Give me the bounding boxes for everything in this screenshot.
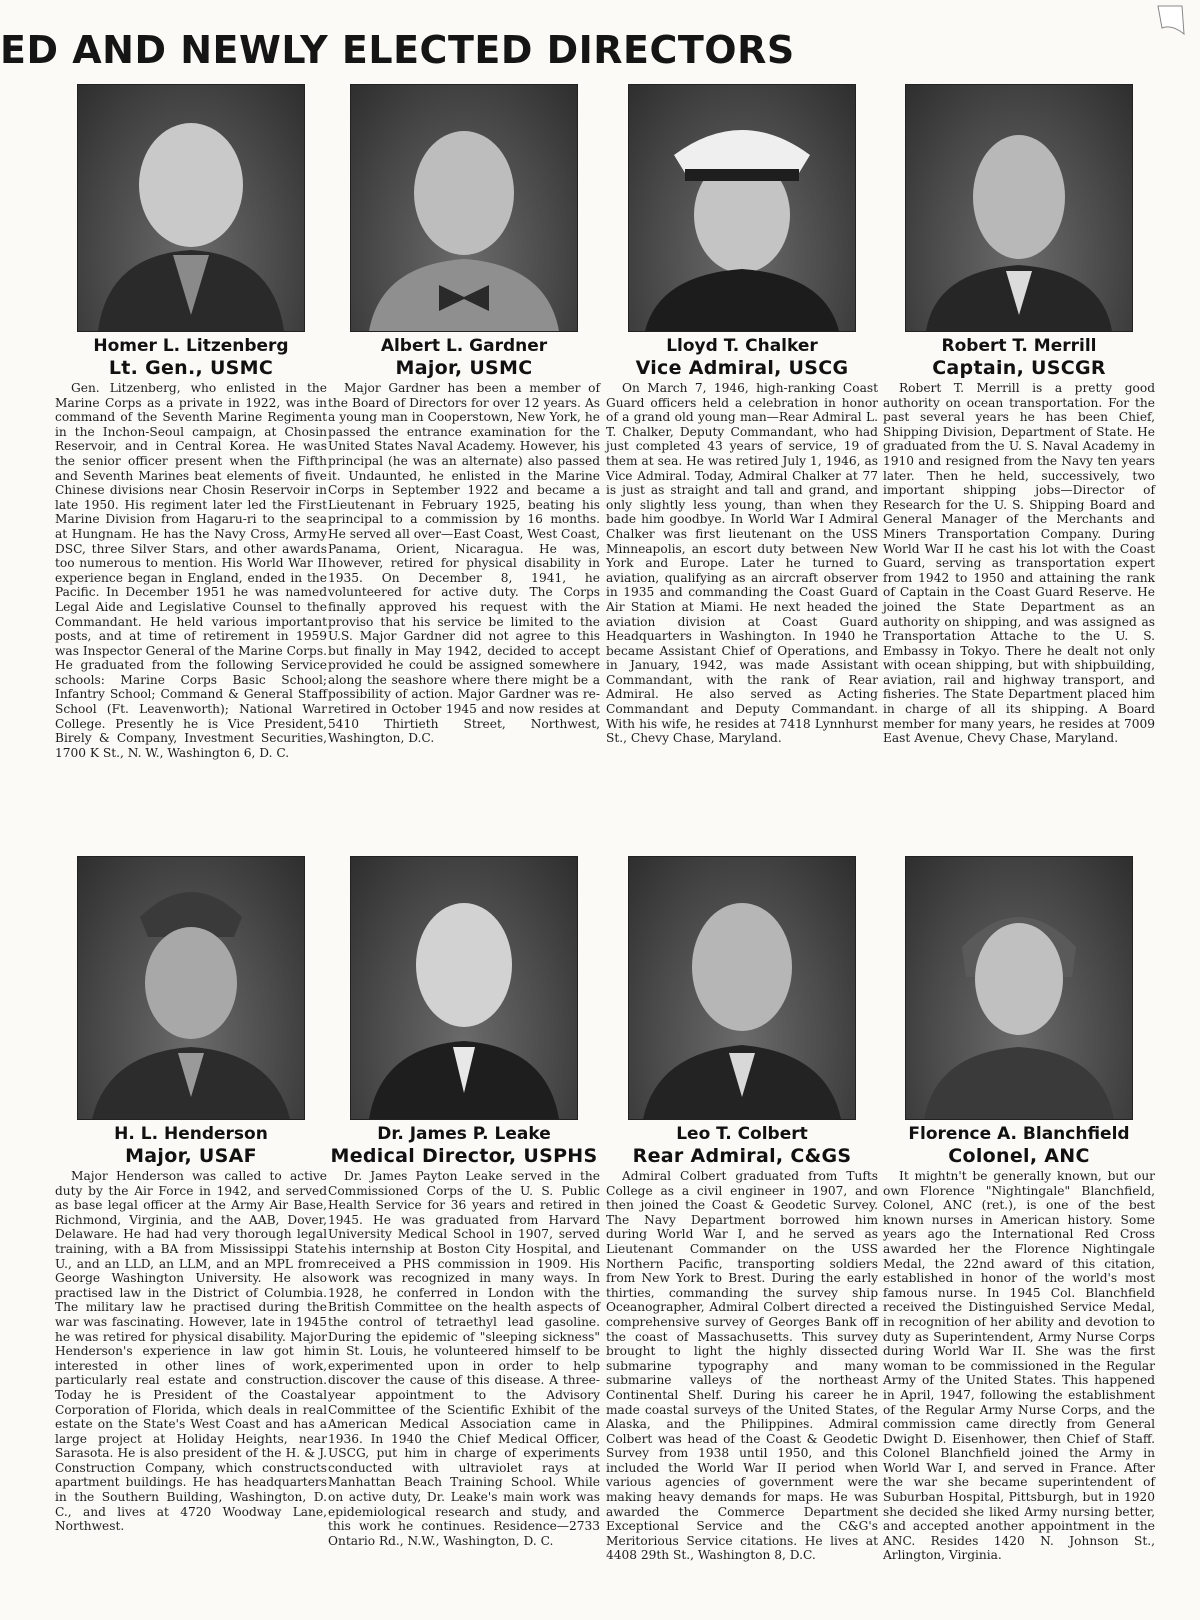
director-name: Leo T. Colbert (676, 1124, 808, 1144)
portrait-photo (77, 856, 305, 1120)
director-name: Lloyd T. Chalker (666, 336, 818, 356)
director-name: Robert T. Merrill (941, 336, 1097, 356)
portrait-figure-icon (629, 857, 855, 1119)
director-bio: Gen. Litzenberg, who enlisted in the Marine Corps as a private in 1922, was in command of the Seventh Marine Regiment in the Inchon-Seoul campaign, at Chosin Reservoir, and in Central Korea. He was the senior officer present when the Fifth and Seventh Marines beat elements of five Chinese divisions near Chosin Reservoir in late 1950. His regiment later led the First Marine Division from Hagaru-ri to the sea at Hungnam. He has the Navy Cross, Army DSC, three Silver Stars, and other awards too numerous to mention. His World War II experience began in England, ended in the Pacific. In December 1951 he was named Legal Aide and Legislative Counsel to the Commandant. He held various important posts, and at time of retirement in 1959 was Inspector General of the Marine Corps. He graduated from the following Service schools: Marine Corps Basic School; Infantry School; Command & General Staff School (Ft. Leavenworth); National War College. Presently he is Vice President, Birely & Company, Investment Securities, 1700 K St., N. W., Washington 6, D. C. (55, 381, 327, 760)
director-name: Florence A. Blanchfield (908, 1124, 1130, 1144)
portrait-photo (77, 84, 305, 332)
director-card-blanchfield (883, 856, 1155, 1563)
director-name: H. L. Henderson (114, 1124, 268, 1144)
director-bio: Major Henderson was called to active duty by the Air Force in 1942, and served as base legal officer at the Army Air Base, Richmond, Virginia, and the AAB, Dover, Delaware. He had had very thorough legal training, with a BA from Mississippi State U., and an LLD, an LLM, and an MPL from George Washington University. He also practised law in the District of Columbia. The military law he practised during the war was fascinating. However, late in 1945 he was retired for physical disability. Major Henderson's experience in law got him interested in other lines of work, particularly real estate and construction. Today he is President of the Coastal Corporation of Florida, which deals in real estate on the State's West Coast and has a large project at Holiday Heights, near Sarasota. He is also president of the H. & J. Construction Company, which constructs apartment buildings. He has headquarters in the Southern Building, Washington, D. C., and lives at 4720 Woodway Lane, Northwest. (55, 1169, 327, 1534)
director-name: Dr. James P. Leake (377, 1124, 551, 1144)
director-rank: Major, USAF (125, 1145, 257, 1167)
director-bio: It mightn't be generally known, but our own Florence "Nightingale" Blanchfield, Colonel, ANC (ret.), is one of the best known nurses in American history. Some years ago the International Red Cross awarded her the Florence Nightingale Medal, the 22nd award of this citation, established in honor of the world's most famous nurse. In 1945 Col. Blanchfield received the Distinguished Service Medal, in recognition of her ability and devotion to duty as Superintendent, Army Nurse Corps during World War II. She was the first woman to be commissioned in the Regular Army of the United States. This happened in April, 1947, following the establishment of the Regular Army Nurse Corps, and the commission came directly from General Dwight D. Eisenhower, then Chief of Staff. Colonel Blanchfield joined the Army in World War I, and served in France. After the war she became superintendent of Suburban Hospital, Pittsburgh, but in 1920 she decided she liked Army nursing better, and accepted another appointment in the ANC. Resides 1420 N. Johnson St., Arlington, Virginia. (883, 1169, 1155, 1563)
portrait-figure-icon (906, 85, 1132, 331)
director-rank: Captain, USCGR (932, 357, 1106, 379)
director-bio: On March 7, 1946, high-ranking Coast Guard officers held a celebration in honor of a grand old young man—Rear Admiral L. T. Chalker, Deputy Commandant, who had just completed 43 years of service, 19 of them at sea. He was retired July 1, 1946, as Vice Admiral. Today, Admiral Chalker at 77 is just as straight and tall and grand, and only slightly less young, than when they bade him goodbye. In World War I Admiral Chalker was first lieutenant on the USS Minneapolis, an escort duty between New York and Europe. Later he turned to aviation, qualifying as an aircraft observer in 1935 and commanding the Coast Guard Air Station at Miami. He next headed the aviation division at Coast Guard Headquarters in Washington. In 1940 he became Assistant Chief of Operations, and in January, 1942, was made Assistant Commandant, with the rank of Rear Admiral. He also served as Acting Commandant and Deputy Commandant. With his wife, he resides at 7418 Lynnhurst St., Chevy Chase, Maryland. (606, 381, 878, 746)
portrait-figure-icon (78, 85, 304, 331)
portrait-photo (628, 856, 856, 1120)
director-card-chalker (606, 84, 878, 746)
portrait-photo (350, 856, 578, 1120)
director-card-litzenberg (55, 84, 327, 760)
portrait-figure-icon (351, 857, 577, 1119)
portrait-photo (350, 84, 578, 332)
director-rank: Colonel, ANC (948, 1145, 1090, 1167)
director-card-gardner (328, 84, 600, 746)
portrait-figure-icon (78, 857, 304, 1119)
director-card-henderson (55, 856, 327, 1534)
director-card-merrill (883, 84, 1155, 746)
director-bio: Major Gardner has been a member of the Board of Directors for over 12 years. As a young man in Cooperstown, New York, he passed the entrance examination for the United States Naval Academy. However, his principal (he was an alternate) also passed it. Undaunted, he enlisted in the Marine Corps in September 1922 and became a Lieutenant in February 1925, beating his principal to a commission by 16 months. He served all over—East Coast, West Coast, Panama, Orient, Nicaragua. He was, however, retired for physical disability in 1935. On December 8, 1941, he volunteered for active duty. The Corps finally approved his request with the proviso that his service be limited to the U.S. Major Gardner did not agree to this but finally in May 1942, decided to accept provided he could be assigned somewhere along the seashore where there might be a possibility of action. Major Gardner was re-retired in October 1945 and now resides at 5410 Thirtieth Street, Northwest, Washington, D.C. (328, 381, 600, 746)
director-bio: Admiral Colbert graduated from Tufts College as a civil engineer in 1907, and then joined the Coast & Geodetic Survey. The Navy Department borrowed him during World War I, and he served as Lieutenant Commander on the USS Northern Pacific, transporting soldiers from New York to Brest. During the early thirties, commanding the survey ship Oceanographer, Admiral Colbert directed a comprehensive survey of Georges Bank off the coast of Massachusetts. This survey brought to light the highly dissected submarine typography and many submarine valleys of the northeast Continental Shelf. During his career he made coastal surveys of the United States, Alaska, and the Philippines. Admiral Colbert was head of the Coast & Geodetic Survey from 1938 until 1950, and this included the World War II period when various agencies of government were making heavy demands for maps. He was awarded the Commerce Department Exceptional Service and the C&G's Meritorious Service citations. He lives at 4408 29th St., Washington 8, D.C. (606, 1169, 878, 1563)
director-rank: Medical Director, USPHS (330, 1145, 598, 1167)
page-corner-curl-icon (1156, 4, 1186, 40)
director-rank: Rear Admiral, C&GS (632, 1145, 852, 1167)
director-rank: Lt. Gen., USMC (108, 357, 274, 379)
director-name: Albert L. Gardner (380, 336, 548, 356)
director-rank: Vice Admiral, USCG (635, 357, 849, 379)
portrait-figure-icon (906, 857, 1132, 1119)
portrait-figure-icon (629, 85, 855, 331)
portrait-photo (905, 856, 1133, 1120)
director-name: Homer L. Litzenberg (93, 336, 289, 356)
director-bio: Robert T. Merrill is a pretty good authority on ocean transportation. For the past several years he has been Chief, Shipping Division, Department of State. He graduated from the U. S. Naval Academy in 1910 and resigned from the Navy ten years later. Then he held, successively, two important shipping jobs—Director of Research for the U. S. Shipping Board and General Manager of the Merchants and Miners Transportation Company. During World War II he cast his lot with the Coast Guard, serving as transportation expert from 1942 to 1950 and attaining the rank of Captain in the Coast Guard Reserve. He joined the State Department as an authority on shipping, and was assigned as Transportation Attache to the U. S. Embassy in Tokyo. There he dealt not only with ocean shipping, but with shipbuilding, aviation, rail and highway transport, and fisheries. The State Department placed him in charge of all its shipping. A Board member for many years, he resides at 7009 East Avenue, Chevy Chase, Maryland. (883, 381, 1155, 746)
portrait-figure-icon (351, 85, 577, 331)
page-headline: ED AND NEWLY ELECTED DIRECTORS (0, 28, 795, 72)
portrait-photo (628, 84, 856, 332)
director-rank: Major, USMC (395, 357, 533, 379)
director-card-leake (328, 856, 600, 1548)
director-card-colbert (606, 856, 878, 1563)
portrait-photo (905, 84, 1133, 332)
director-bio: Dr. James Payton Leake served in the Commissioned Corps of the U. S. Public Health Service for 36 years and retired in 1945. He was graduated from Harvard University Medical School in 1907, served his internship at Boston City Hospital, and received a PHS commission in 1909. His work was recognized in many ways. In 1928, he conferred in London with the British Committee on the health aspects of the control of tetraethyl lead gasoline. During the epidemic of "sleeping sickness" in St. Louis, he volunteered himself to be experimented upon in order to help discover the cause of this disease. A three-year appointment to the Advisory Committee of the Scientific Exhibit of the American Medical Association came in 1936. In 1940 the Chief Medical Officer, USCG, put him in charge of experiments conducted with ultraviolet rays at Manhattan Beach Training School. While on active duty, Dr. Leake's main work was epidemiological research and study, and this work he continues. Residence—2733 Ontario Rd., N.W., Washington, D. C. (328, 1169, 600, 1548)
